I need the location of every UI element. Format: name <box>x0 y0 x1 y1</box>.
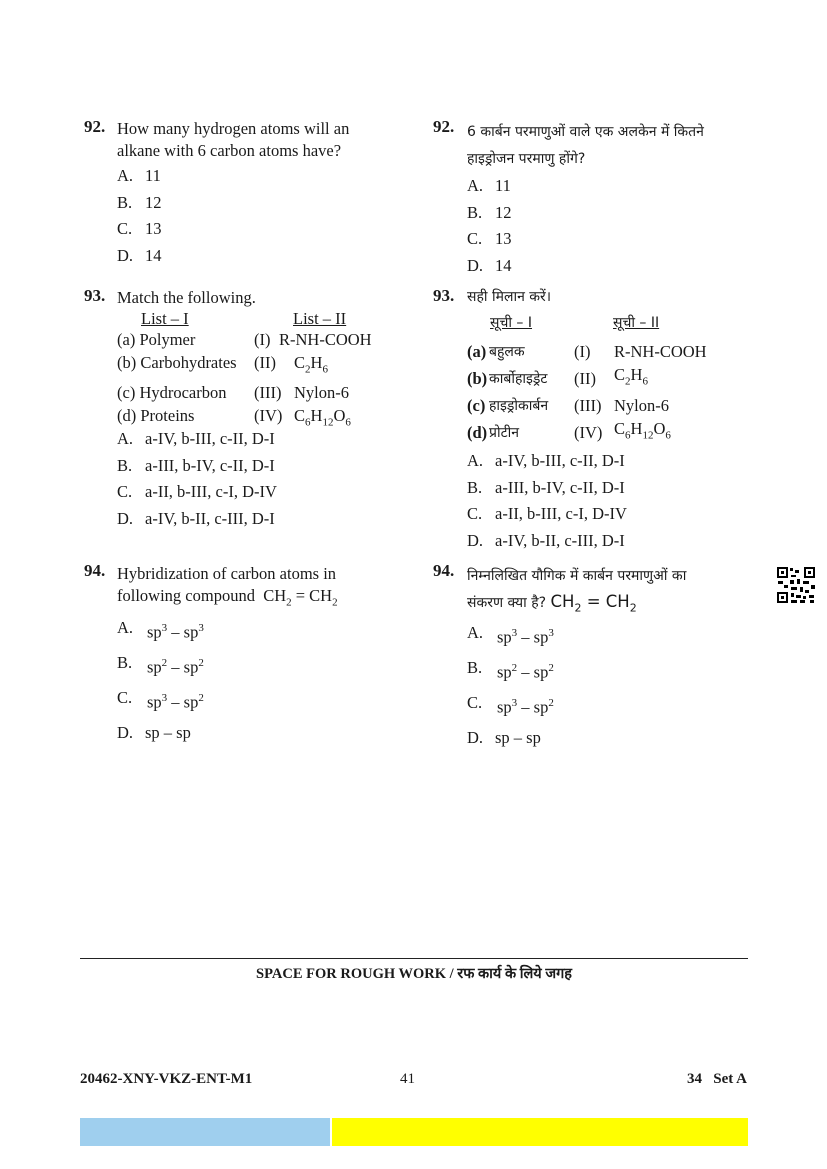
q93-title-hi: सही मिलान करें। <box>467 289 552 305</box>
q94-options-hi <box>467 622 554 762</box>
match-right-formula: $C_6H_{12}O_6$ <box>614 419 671 442</box>
match-roman: (II) <box>574 368 596 388</box>
option-label: A. <box>117 429 134 448</box>
option-label: C. <box>467 693 483 712</box>
option-text: 14 <box>145 245 162 265</box>
option-text: 14 <box>495 255 512 275</box>
q93-title-en: Match the following. <box>117 288 256 307</box>
match-right: R-NH-COOH <box>614 341 707 361</box>
q92-text-hi <box>467 119 704 173</box>
option-text: 11 <box>495 176 511 195</box>
option-text: $sp^3 - sp^3$ <box>497 627 554 647</box>
match-left: (d) Proteins <box>117 406 195 426</box>
option-label: C. <box>467 504 483 523</box>
option-text: $sp^2 - sp^2$ <box>147 657 204 677</box>
match-roman: (I) <box>574 341 591 361</box>
q94-hi-line2 <box>467 590 686 619</box>
option-text: $sp^3 - sp^2$ <box>147 692 204 712</box>
q94-formula-hi: $CH_2 = CH_2$ <box>550 592 637 615</box>
q94-line1: Hybridization of carbon atoms in <box>117 564 337 583</box>
option-text: $sp^3 - sp^3$ <box>147 622 204 642</box>
q92-line1: How many hydrogen atoms will an <box>117 119 350 138</box>
option-text: 13 <box>145 219 162 238</box>
q92-hi-line1: 6 कार्बन परमाणुओं वाले एक अलकेन में कितने <box>467 124 704 140</box>
option-label: A. <box>117 618 134 637</box>
option-text: sp – sp <box>495 728 541 747</box>
q94-options-en <box>117 617 204 757</box>
q93-options-hi <box>467 450 627 556</box>
match-roman: (IV) <box>574 422 603 442</box>
match-right: Nylon-6 <box>614 395 669 415</box>
q92-number-hi: 92. <box>433 117 455 136</box>
qr-code-icon <box>776 566 816 604</box>
option-label: D. <box>467 255 484 275</box>
option-label: B. <box>467 202 483 222</box>
paper-code: 20462-XNY-VKZ-ENT-M1 <box>80 1071 253 1087</box>
match-roman: (IV) <box>254 406 283 426</box>
q92-text-en <box>117 118 349 162</box>
q94-hi-line1: निम्नलिखित यौगिक में कार्बन परमाणुओं का <box>467 568 687 584</box>
q94-number: 94. <box>84 561 106 580</box>
option-text: $sp^3 - sp^2$ <box>497 697 554 717</box>
option-text: a-II, b-III, c-I, D-IV <box>495 504 627 523</box>
q94-text-hi <box>467 563 686 619</box>
option-label: B. <box>117 653 133 672</box>
option-text: a-IV, b-III, c-II, D-I <box>145 429 275 448</box>
q93-hi-list1-head: सूची – I <box>490 315 533 331</box>
q93-hi-list2-head: सूची – II <box>613 315 660 331</box>
option-label: C. <box>467 229 483 248</box>
match-right: Nylon-6 <box>294 383 349 403</box>
option-label: D. <box>117 508 134 528</box>
option-text: a-II, b-III, c-I, D-IV <box>145 482 277 501</box>
option-text: 11 <box>145 166 161 185</box>
q93-list2-head: List – II <box>293 309 347 328</box>
match-right-formula: $C_6H_{12}O_6$ <box>294 406 351 429</box>
option-label: C. <box>117 688 133 707</box>
option-text: 12 <box>495 202 512 222</box>
match-right-formula: $C_2H_6$ <box>294 353 328 376</box>
option-label: A. <box>117 166 134 185</box>
option-label: A. <box>467 451 484 470</box>
option-label: B. <box>117 455 133 475</box>
match-key: (b) <box>467 368 488 388</box>
option-text: 12 <box>145 192 162 212</box>
set-label: 34 Set A <box>687 1071 747 1087</box>
option-label: B. <box>467 477 483 497</box>
match-left: (b) Carbohydrates <box>117 353 237 372</box>
q93-number-hi: 93. <box>433 286 455 305</box>
option-label: D. <box>117 245 134 265</box>
page-number: 41 <box>400 1071 415 1087</box>
option-label: D. <box>467 728 484 747</box>
q94-line2 <box>117 585 338 613</box>
option-text: a-IV, b-III, c-II, D-I <box>495 451 625 470</box>
q93-match-table-hi <box>467 338 707 446</box>
match-left: प्रोटीन <box>489 425 520 441</box>
match-roman: (I) <box>254 330 271 349</box>
option-label: B. <box>467 658 483 677</box>
option-text: a-III, b-IV, c-II, D-I <box>495 477 625 497</box>
match-key: (c) <box>467 395 486 415</box>
option-label: B. <box>117 192 133 212</box>
option-text: a-IV, b-II, c-III, D-I <box>145 508 275 528</box>
match-key: (a) <box>467 341 487 361</box>
q94-hi-line2-text: संकरण क्या है? <box>467 595 547 611</box>
q94-number-hi: 94. <box>433 561 455 580</box>
match-left: हाइड्रोकार्बन <box>489 398 549 414</box>
q92-options-hi <box>467 175 512 281</box>
option-label: C. <box>117 219 133 238</box>
option-label: A. <box>467 176 484 195</box>
q92-line2: alkane with 6 carbon atoms have? <box>117 141 342 160</box>
rough-work-label: SPACE FOR ROUGH WORK / रफ कार्य के लिये जगह <box>256 966 572 982</box>
match-left: (c) Hydrocarbon <box>117 383 227 403</box>
q92-hi-line2: हाइड्रोजन परमाणु होंगे? <box>467 151 586 167</box>
match-left: (a) Polymer <box>117 330 196 349</box>
q92-number: 92. <box>84 117 106 136</box>
q93-options-en <box>117 428 277 534</box>
option-text: sp – sp <box>145 723 191 742</box>
q94-formula: $CH_2 = CH_2$ <box>263 586 338 609</box>
match-roman: (III) <box>574 395 602 415</box>
match-right-formula: $C_2H_6$ <box>614 365 648 388</box>
match-left: बहुलक <box>489 344 525 360</box>
option-text: a-IV, b-II, c-III, D-I <box>495 530 625 550</box>
match-left: कार्बोहाइड्रेट <box>489 371 548 387</box>
match-key: (d) <box>467 422 488 442</box>
q94-text-en <box>117 563 338 613</box>
option-label: D. <box>467 530 484 550</box>
footer-bar-yellow <box>332 1118 748 1146</box>
q93-list1-head: List – I <box>141 309 189 328</box>
match-right: R-NH-COOH <box>279 330 372 349</box>
option-label: C. <box>117 482 133 501</box>
q92-options-en <box>117 165 162 271</box>
q94-line2-text: following compound <box>117 586 255 605</box>
rough-work-divider <box>80 958 748 959</box>
option-label: A. <box>467 623 484 642</box>
option-text: 13 <box>495 229 512 248</box>
footer-bar-blue <box>80 1118 330 1146</box>
match-roman: (III) <box>254 383 282 403</box>
option-text: $sp^2 - sp^2$ <box>497 662 554 682</box>
q93-match-table-en <box>117 328 372 435</box>
q93-number: 93. <box>84 286 106 305</box>
option-label: D. <box>117 723 134 742</box>
option-text: a-III, b-IV, c-II, D-I <box>145 455 275 475</box>
match-roman: (II) <box>254 353 276 372</box>
